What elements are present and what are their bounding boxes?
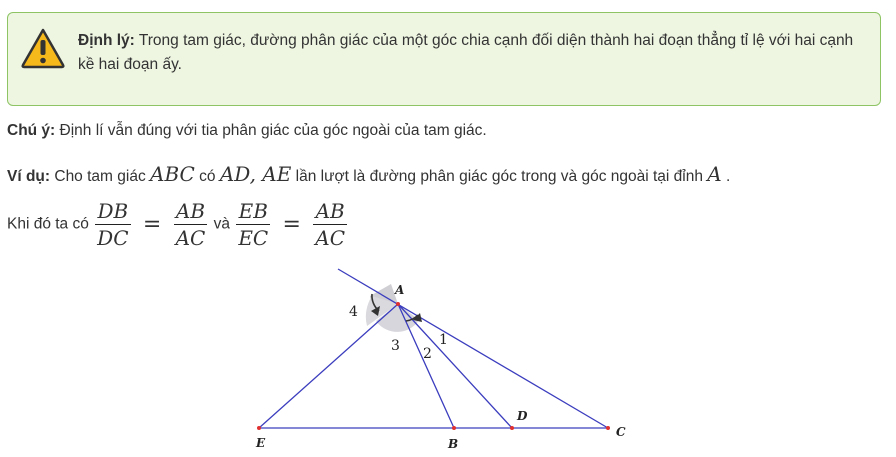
fraction-denominator: AC	[315, 226, 346, 250]
note-line	[7, 122, 487, 140]
fraction-denominator: EC	[238, 226, 269, 250]
label-d: D	[517, 409, 528, 423]
segment-ae	[259, 304, 398, 428]
point-c	[606, 426, 610, 430]
example-text-1: Cho tam giác	[50, 168, 150, 185]
angle-label-1: 1	[439, 332, 448, 348]
theorem-label: Định lý:	[78, 32, 135, 49]
formula-and: và	[213, 215, 235, 233]
example-math-abc: ABC	[150, 162, 195, 186]
example-text-3: lần lượt là đường phân giác góc trong và góc ngoài tại đỉnh	[291, 168, 708, 185]
angle-label-4: 4	[349, 304, 358, 320]
example-math-ad-ae: AD, AE	[219, 162, 292, 186]
angle-label-2: 2	[423, 346, 432, 362]
fraction-denominator: AC	[175, 226, 206, 250]
figure-lines	[259, 269, 608, 428]
fraction-eb-ec	[236, 198, 270, 251]
note-text: Định lí vẫn đúng với tia phân giác của góc ngoài của tam giác.	[55, 122, 487, 139]
theorem-box	[7, 12, 881, 106]
example-label: Ví dụ:	[7, 168, 51, 185]
segment-ad	[398, 304, 512, 428]
note-label: Chú ý:	[7, 122, 56, 139]
equals-sign: =	[282, 212, 301, 237]
example-text-4: .	[721, 168, 731, 185]
formula-lead: Khi đó ta có	[7, 215, 94, 233]
point-a	[396, 302, 400, 306]
fraction-db-dc	[95, 198, 130, 251]
fraction-ab-ac	[174, 198, 208, 251]
label-b: B	[448, 437, 459, 451]
angle-label-3: 3	[391, 338, 400, 354]
example-text-2: có	[194, 168, 220, 185]
label-e: E	[256, 436, 266, 450]
fraction-ab-ac-2	[313, 198, 347, 251]
fraction-numerator: AB	[174, 198, 208, 225]
fraction-denominator: DC	[97, 226, 129, 250]
figure-points	[257, 302, 610, 430]
fraction-numerator: AB	[313, 198, 347, 225]
fraction-numerator: DB	[95, 198, 130, 225]
label-a: A	[395, 283, 405, 297]
segment-ab	[398, 304, 454, 428]
fraction-numerator: EB	[236, 198, 270, 225]
example-math-a: A	[707, 162, 722, 186]
example-line	[7, 162, 730, 186]
warning-icon	[20, 27, 66, 69]
point-e	[257, 426, 261, 430]
theorem-body: Trong tam giác, đường phân giác của một góc chia cạnh đối diện thành hai đoạn thẳng tỉ lệ với hai cạnh kề hai đoạn ấy.	[78, 32, 854, 73]
triangle-figure	[250, 264, 650, 456]
theorem-text	[78, 29, 868, 77]
point-d	[510, 426, 514, 430]
point-b	[452, 426, 456, 430]
equals-sign: =	[142, 212, 162, 237]
formula-line	[7, 198, 349, 251]
label-c: C	[616, 425, 626, 439]
line-ac-extended	[338, 269, 608, 428]
